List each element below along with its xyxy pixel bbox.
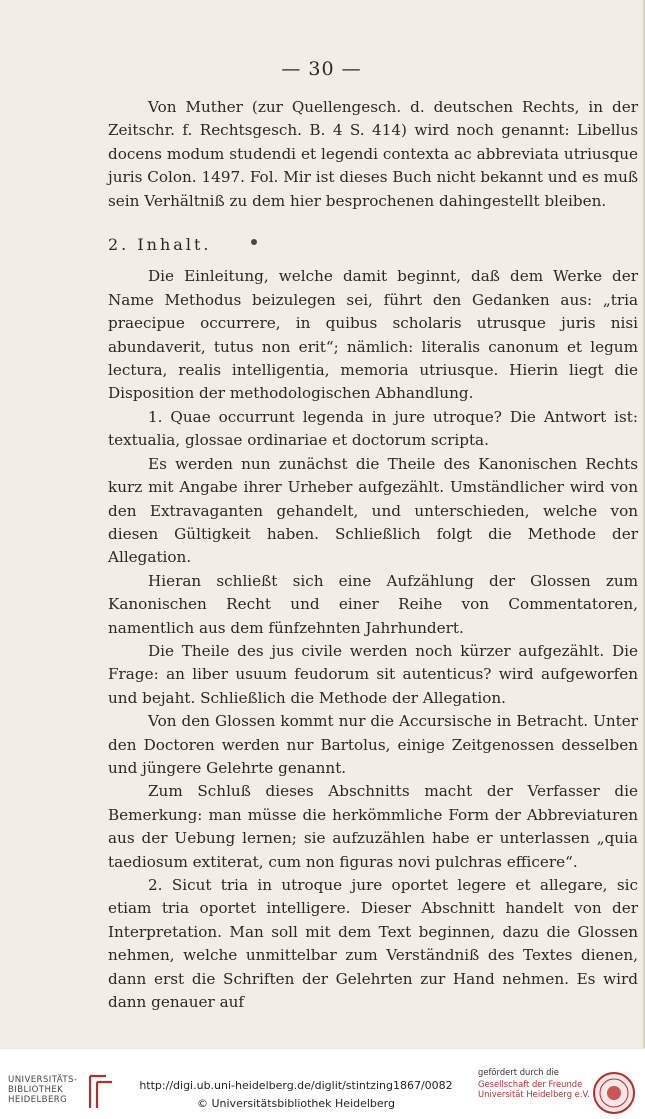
page-number: — 30 — bbox=[281, 58, 362, 80]
sponsor-line-1: gefördert durch die bbox=[478, 1067, 559, 1077]
paragraph-glossen: Hieran schließt sich eine Aufzählung der Glossen zum Kanonischen Recht und einer Reihe von Commentatoren, namentlich aus dem fünfzehnten Jahrhundert. bbox=[108, 571, 638, 637]
paragraph-einleitung: Die Einleitung, welche damit beginnt, daß dem Werke der Name Methodus beizulegen sei, führt den Gedanken aus: „tria praecipue occurrere, in quibus scholaris utrusque juris nisi abundaverit, tutus non erit“; nämlich: literalis canonum et legum lectura, realis intelligentia, memoria utriusque. Hierin liegt die Disposition der methodologischen Abhandlung. bbox=[108, 267, 638, 403]
paragraph-jus-civile: Die Theile des jus civile werden noch kürzer aufgezählt. Die Frage: an liber usuum feudorum sit autenticus? wird aufgeworfen und bejaht. Schließlich die Methode der Allegation. bbox=[108, 641, 638, 707]
paragraph-interpretation: 2. Sicut tria in utroque jure oportet legere et allegare, sic etiam tria oportet intelligere. Dieser Abschnitt handelt von der Interpretation. Man soll mit dem Text beginnen, dazu die Glossen nehmen, welche unmittelbar zum Verständniß des Textes dienen, dann erst die Schriften der Gelehrten zur Hand nehmen. Es wird dann genauer auf bbox=[108, 876, 638, 1012]
sponsor-line-3: Universität Heidelberg e.V. bbox=[478, 1089, 590, 1099]
paragraph-quae-occurrunt: 1. Quae occurrunt legenda in jure utroque? Die Antwort ist: textualia, glossae ordinariae et doctorum scripta. bbox=[108, 407, 638, 450]
sponsor-line-2: Gesellschaft der Freunde bbox=[478, 1078, 583, 1089]
paragraph-kanonisches-recht: Es werden nun zunächst die Theile des Kanonischen Rechts kurz mit Angabe ihrer Urheber aufgezählt. Umständlicher wird von den Extravaganten gehandelt, und unterschieden, welche von diesen Gültigkeit haben. Schließlich folgt die Methode der Allegation. bbox=[108, 454, 638, 567]
body-text bbox=[108, 96, 638, 1014]
sponsor-block bbox=[478, 1067, 590, 1100]
section-heading-inhalt: 2. Inhalt. bbox=[108, 235, 212, 255]
paragraph-abbreviaturen: Zum Schluß dieses Abschnitts macht der Verfasser die Bemerkung: man müsse die herkömmliche Form der Abbreviaturen aus der Uebung lernen; sie aufzuzählen habe er unterlassen „quia taediosum extiterat, cum non figuras novi pulchras efficere“. bbox=[108, 782, 638, 871]
copyright-text: © Universitätsbibliothek Heidelberg bbox=[196, 1097, 395, 1110]
university-seal-icon bbox=[592, 1071, 636, 1115]
permalink-link[interactable]: http://digi.ub.uni-heidelberg.de/diglit/stintzing1867/0082 bbox=[139, 1079, 453, 1092]
footer-bar bbox=[0, 1048, 645, 1119]
library-logo-text: UNIVERSITÄTS-BIBLIOTHEK HEIDELBERG bbox=[8, 1075, 78, 1105]
paragraph-muther: Von Muther (zur Quellengesch. d. deutschen Rechts, in der Zeitschr. f. Rechtsgesch. B. 4 S. 414) wird noch genannt: Libellus docens modum studendi et legendi contexta ac abbreviata utriusque juris Colon. 1497. Fol. Mir ist dieses Buch nicht bekannt und es muß sein Verhältniß zu dem hier besprochenen dahingestellt bleiben. bbox=[108, 98, 638, 210]
library-emblem-icon bbox=[86, 1072, 116, 1112]
paragraph-accursische: Von den Glossen kommt nur die Accursische in Betracht. Unter den Doctoren werden nur Bartolus, einige Zeitgenossen desselben und jüngere Gelehrte genannt. bbox=[108, 712, 638, 777]
